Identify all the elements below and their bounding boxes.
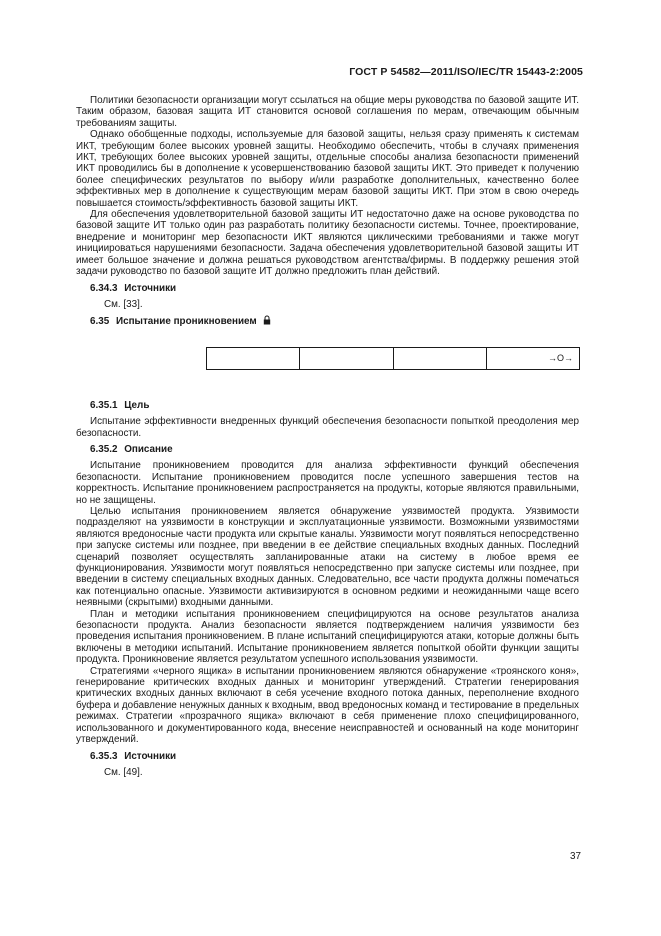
section-heading-6-35: 6.35 Испытание проникновением (76, 315, 579, 328)
paragraph: Целью испытания проникновением является обнаружение уязвимостей продукта. Уязвимости подразделяют на уязвимости в конструкции и эксплуатационные уязвимости. Возможными уязвимостями являются вредоносные части продукта или скрытые каналы. Уязвимости могут появляться непосредственно при запуске системы или позднее, при введении в ее действие специальных входных данных. Последний сценарий позволяет осуществлять запланированные атаки на систему в любое время ее функционирования. Уязвимости могут появляться непосредственно при запуске системы или позднее, при введении в систему специальных входных данных. Следовательно, все части продукта должны помечаться как потенциально опасные. Уязвимости активизируются в основном редкими и неожиданными чаще всего неявными (скрытыми) входными данными. (76, 505, 579, 609)
lifecycle-cell (300, 347, 393, 369)
section-heading-6-35-2: 6.35.2 Описание (90, 443, 173, 455)
lifecycle-cell (207, 347, 300, 369)
section-heading-6-35-1: 6.35.1 Цель (90, 399, 150, 411)
document-body (76, 95, 579, 778)
paragraph: Однако обобщенные подходы, используемые для базовой защиты, нельзя сразу применять к системам ИКТ, требующим более высоких уровней защиты. Необходимо обеспечить, чтобы в случаях применения ИКТ, требующих более высоких уровней защиты, отдельные способы анализа безопасности применений ИКТ проводились бы в дополнение к усовершенствованию базовой защиты ИКТ. Это приведет к получению более специфических результатов по выбору и/или разработке дополнительных, качественно более эффективных мер в дополнение к существующим мерам базовой защиты ИКТ. При этом в свою очередь повышается стоимость/эффективность базовой защиты ИКТ. (76, 129, 579, 209)
lifecycle-cell (393, 347, 486, 369)
document-header: ГОСТ Р 54582—2011/ISO/IEC/TR 15443-2:2005 (349, 66, 583, 78)
lifecycle-phase-table (206, 347, 580, 370)
paragraph: Испытание проникновением проводится для анализа эффективности функций обеспечения безопасности. Испытание проникновением проводится после успешного завершения тестов на корректность. Испытание проникновением распространяется на продукты, которые являются правильными, но не защищены. (76, 460, 579, 506)
sources-reference: См. [49]. (104, 766, 143, 778)
paragraph: План и методики испытания проникновением специфицируются на основе результатов анализа безопасности продукта. Анализ безопасности является подтверждением наличия уязвимости без проведения испытания проникновением. В плане испытаний специфицируются атаки, которые должны быть включены в методики испытаний. Испытание проникновением является попыткой обойти функции защиты продукта. Проникновение является результатом успешного использования уязвимости. (76, 608, 579, 666)
paragraph: Политики безопасности организации могут ссылаться на общие меры руководства по базовой защите ИТ. Таким образом, базовая защита ИТ становится основой соглашения по мерам, отвечающим обычным требованиям защиты. (76, 95, 579, 129)
section-heading-6-34-3: 6.34.3 Источники (90, 282, 177, 294)
lifecycle-cell-marker: →O→ (486, 347, 579, 369)
paragraph: Стратегиями «черного ящика» в испытании проникновением являются обнаружение «троянского коня», генерирование критических входных данных и мониторинг утверждений. Стратегии генерирования критических входных данных включают в себя усечение входного потока данных, переполнение входного буфера и добавление ненужных данных к входным, ввод вредоносных команд и тестирование в предельных режимах. Стратегии «прозрачного ящика» включают в себя применение плохо специфицированного, использованного и документированного кода, внесение неисправностей и основанный на коде мониторинг утверждений. (76, 665, 579, 746)
sources-reference: См. [33]. (104, 298, 143, 310)
page-number: 37 (570, 851, 581, 862)
lock-icon (263, 315, 271, 328)
section-heading-6-35-3: 6.35.3 Источники (90, 750, 177, 762)
paragraph: Испытание эффективности внедренных функций обеспечения безопасности попыткой преодоления мер безопасности. (76, 416, 579, 439)
paragraph: Для обеспечения удовлетворительной базовой защиты ИТ недостаточно даже на основе руководства по базовой защите ИТ только один раз разработать политику безопасности системы. Точнее, проектирование, внедрение и мониторинг мер безопасности ИКТ являются циклическими требованиями и также могут инициироваться нарушениями безопасности. Задача обеспечения удовлетворительной базовой защиты ИТ имеет большое значение и должна решаться руководством агентства/фирмы. В поддержку решения этой задачи руководство по базовой защите ИТ должно предложить план действий. (76, 209, 579, 278)
